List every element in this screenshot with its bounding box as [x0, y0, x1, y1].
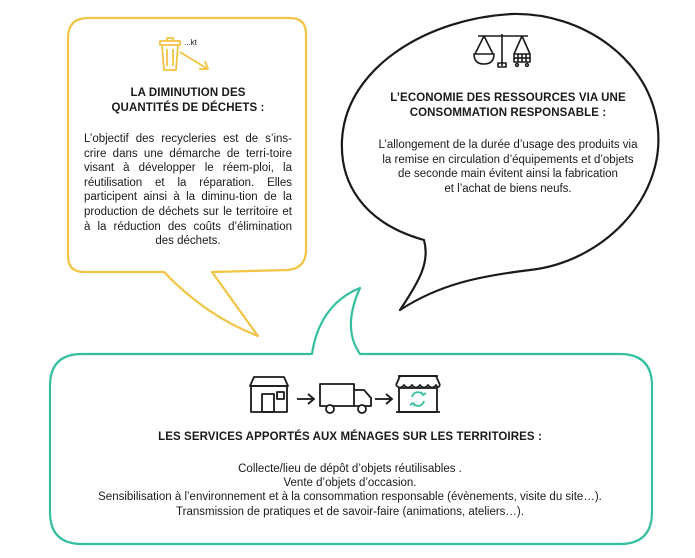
bottom-bubble-list: [60, 462, 640, 519]
scale-icon: [472, 30, 536, 70]
shop-icon: [394, 373, 442, 415]
list-item: Collecte/lieu de dépôt d’objets réutilisables .: [238, 463, 462, 475]
truck-icon: [318, 380, 374, 416]
arrow-right-icon: [374, 392, 394, 406]
left-bubble-body: L’objectif des recycleries est de s’ins-crire dans une démarche de terri-toire visant à développer le réem-ploi, la réutilisation et la réparation. Elles participent ainsi à la diminu-tion de la production de déchets sur le territoire et à la réduction des coûts d’élimination des déchets.: [84, 133, 292, 248]
list-item: Sensibilisation à l’environnement et à la consommation responsable (évènements, visite du site…).: [98, 491, 602, 504]
icon-kt-label: ...kt: [184, 38, 197, 47]
list-item: Transmission de pratiques et de savoir-faire (animations, ateliers…).: [176, 505, 524, 518]
list-item: Vente d’objets d’occasion.: [283, 477, 417, 490]
right-bubble-body: L’allongement de la durée d’usage des produits via la remise en circulation d’équipements et d’objets de seconde main évitent ainsi la fabrication et l’achat de biens neufs.: [378, 139, 638, 195]
left-bubble-title: LA DIMINUTION DES QUANTITÉS DE DÉCHETS :: [111, 87, 265, 114]
bottom-bubble-content: [60, 430, 640, 519]
right-bubble-title: L’ECONOMIE DES RESSOURCES VIA UNE CONSOMMATION RESPONSABLE :: [390, 92, 626, 119]
right-bubble-content: [358, 91, 658, 196]
arrow-right-icon: [296, 392, 316, 406]
house-icon: [246, 374, 292, 414]
bottom-bubble-title: LES SERVICES APPORTÉS AUX MÉNAGES SUR LES TERRITOIRES :: [158, 431, 542, 443]
left-bubble-content: [82, 86, 294, 249]
recycle-bin-icon: [158, 36, 220, 76]
